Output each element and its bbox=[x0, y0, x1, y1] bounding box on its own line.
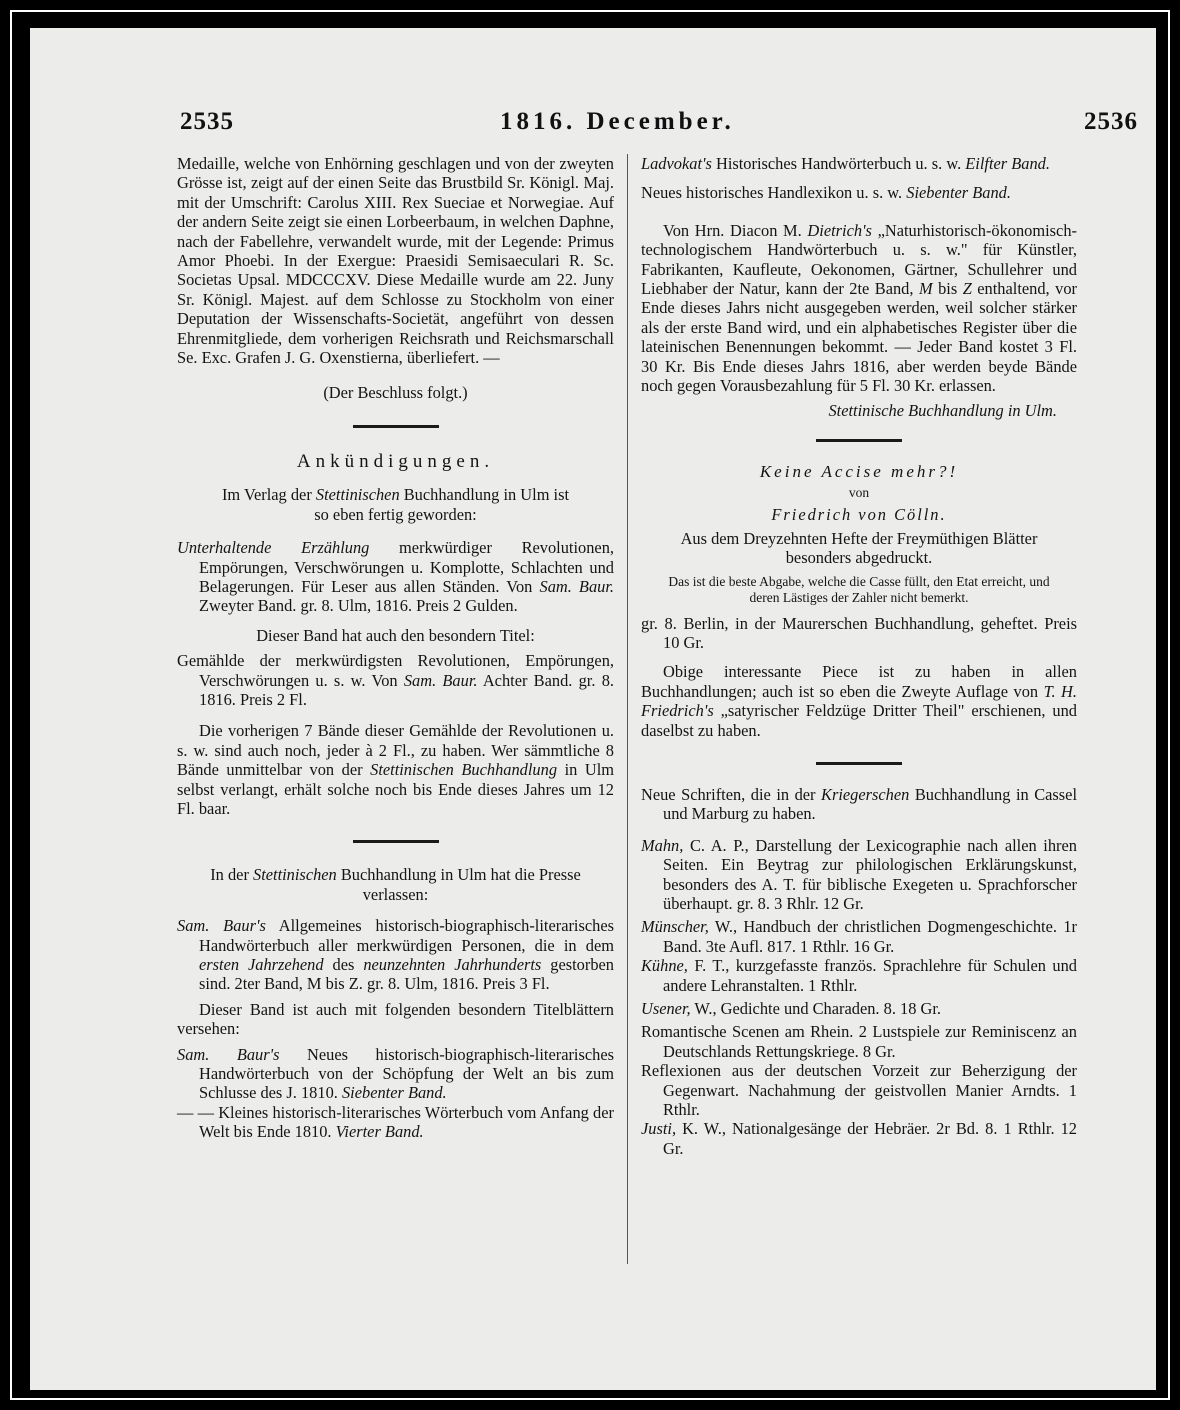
book-entry-ladvokat: Ladvokat's Historisches Handwörterbuch u. s. w. Eilfter Band. bbox=[641, 154, 1050, 173]
list-item: Reflexionen aus der deutschen Vorzeit zur Beherzigung der Gegenwart. Nachahmung der geistvollen Manier Arndts. 1 Rthlr. bbox=[641, 1061, 1077, 1120]
column-divider bbox=[627, 154, 628, 1264]
book-entry-handwoerterbuch: Sam. Baur's Allgemeines historisch-biographisch-literarisches Handwörterbuch aller merkwürdigen Personen, die in dem ersten Jahrzehend des neunzehnten Jahrhunderts gestorben sind. 2ter Band, M bis Z. gr. 8. Ulm, 1816. Preis 3 Fl. bbox=[177, 916, 614, 994]
page-number-right: 2536 bbox=[1084, 108, 1138, 135]
pamphlet-motto: Das ist die beste Abgabe, welche die Casse füllt, den Etat erreicht, und deren Lästiges der Zahler nicht bemerkt. bbox=[668, 573, 1050, 605]
list-item: Justi, K. W., Nationalgesänge der Hebräer. 2r Bd. 8. 1 Rthlr. 12 Gr. bbox=[641, 1119, 1077, 1158]
pamphlet-author: Friedrich von Cölln. bbox=[771, 505, 947, 525]
announcement-intro: Im Verlag der Stettinischen Buchhandlung in Ulm ist so eben fertig geworden: bbox=[221, 485, 570, 524]
pamphlet-publication: gr. 8. Berlin, in der Maurerschen Buchhandlung, geheftet. Preis 10 Gr. bbox=[641, 613, 1077, 652]
right-column bbox=[641, 154, 1077, 1158]
list-item: Mahn, C. A. P., Darstellung der Lexicographie nach allen ihren Seiten. Ein Beytrag zur philologischen Erklärungskunst, besonders des A. T. für biblische Exegeten u. Sprachforscher überhaupt. gr. 8. 3 Rhlr. 12 Gr. bbox=[641, 835, 1077, 913]
left-column bbox=[177, 154, 614, 1142]
list-item: Usener, W., Gedichte und Charaden. 8. 18 Gr. bbox=[641, 999, 941, 1018]
page-number-left: 2535 bbox=[180, 108, 234, 135]
book-entry-neues: Sam. Baur's Neues historisch-biographisch-literarisches Handwörterbuch von der Schöpfung der Welt an bis zum Schlusse des J. 1810. Siebenter Band. bbox=[177, 1044, 614, 1103]
title-note: Dieser Band hat auch den besondern Titel: bbox=[256, 625, 535, 645]
publisher-signature: Stettinische Buchhandlung in Ulm. bbox=[828, 401, 1057, 421]
section-rule bbox=[353, 425, 439, 428]
pamphlet-availability: Obige interessante Piece ist zu haben in allen Buchhandlungen; auch ist so eben die Zweyte Auflage von T. H. Friedrich's „satyrischer Feldzüge Dritter Theil" erschienen, und daselbst zu haben. bbox=[641, 662, 1077, 740]
medal-paragraph: Medaille, welche von Enhörning geschlagen und von der zweyten Grösse ist, zeigt auf der einen Seite das Brustbild Sr. Königl. Maj. mit der Umschrift: Carolus XIII. Rex Sueciae et Norwegiae. Auf der andern Seite zeigt sie einen Lorbeerbaum, in welchen Daphne, nach der Fabellehre, verwandelt wurde, mit der Legende: Primus Amor Phoebi. In der Exergue: Praesidi Semisaeculari R. Sc. Societas Upsal. MDCCCXV. Diese Medaille wurde am 22. Juny Sr. Königl. Majest. auf dem Schlosse zu Stockholm von einer Deputation der Wissenschafts-Societät, angeführt von dessen Ehrenmitgliede, dem vorherigen Reichsrath und Reichsmarschall Se. Exc. Grafen J. G. Oxenstierna, überliefert. — bbox=[177, 154, 614, 368]
continued-note: (Der Beschluss folgt.) bbox=[323, 383, 468, 403]
pamphlet-subtitle: Aus dem Dreyzehnten Hefte der Freymüthigen Blätter besonders abgedruckt. bbox=[680, 528, 1038, 568]
announcements-heading: Ankündigungen. bbox=[296, 450, 495, 472]
page-header bbox=[30, 108, 1156, 148]
newspaper-page bbox=[30, 28, 1156, 1390]
list-item: Kühne, F. T., kurzgefasste französ. Sprachlehre für Schulen und andere Lehranstalten. 1 Rthlr. bbox=[641, 956, 1077, 995]
list-item: Romantische Scenen am Rhein. 2 Lustspiele zur Reminiscenz an Deutschlands Rettungskriege. 8 Gr. bbox=[641, 1022, 1077, 1061]
book-entry-kleines: — — Kleines historisch-literarisches Wörterbuch vom Anfang der Welt bis Ende 1810. Vierter Band. bbox=[177, 1102, 614, 1142]
book-entry-handlexikon: Neues historisches Handlexikon u. s. w. Siebenter Band. bbox=[641, 183, 1011, 203]
issue-date: 1816. December. bbox=[500, 108, 735, 135]
titles-note: Dieser Band ist auch mit folgenden besondern Titelblättern versehen: bbox=[177, 999, 614, 1039]
dietrich-paragraph: Von Hrn. Diacon M. Dietrich's „Naturhistorisch-ökonomisch-technologischem Handwörterbuch u. s. w." für Künstler, Fabrikanten, Kaufleute, Oekonomen, Gärtner, Schullehrer und Liebhaber der Natur, kann der 2te Band, M bis Z enthaltend, vor Ende dieses Jahrs nicht ausgegeben werden, weil solcher stärker als der erste Band wird, und ein alphabetisches Register über die lateinischen Benennungen bekommt. — Jeder Band kostet 3 Fl. 30 Kr. Bis Ende dieses Jahrs 1816, aber werden beyde Bände noch gegen Vorausbezahlung für 5 Fl. 30 Kr. erlassen. bbox=[641, 220, 1077, 396]
pamphlet-title: Keine Accise mehr?! bbox=[759, 461, 959, 481]
section-rule bbox=[816, 762, 902, 765]
book-entry-gemaehlde: Gemählde der merkwürdigsten Revolutionen, Empörungen, Verschwörungen u. s. w. Von Sam. Baur. Achter Band. gr. 8. 1816. Preis 2 Fl. bbox=[177, 651, 614, 709]
series-paragraph: Die vorherigen 7 Bände dieser Gemählde der Revolutionen u. s. w. sind auch noch, jeder à 2 Fl., zu haben. Wer sämmtliche 8 Bände unmittelbar von der Stettinischen Buchhandlung in Ulm selbst verlangt, erhält solche noch bis Ende dieses Jahres um 12 Fl. baar. bbox=[177, 721, 615, 818]
list-item: Münscher, W., Handbuch der christlichen Dogmengeschichte. 1r Band. 3te Aufl. 817. 1 Rthlr. 16 Gr. bbox=[641, 917, 1077, 956]
press-intro: In der Stettinischen Buchhandlung in Ulm hat die Presse verlassen: bbox=[210, 865, 581, 904]
pamphlet-by: von bbox=[848, 485, 870, 501]
new-writings-intro: Neue Schriften, die in der Kriegerschen Buchhandlung in Cassel und Marburg zu haben. bbox=[641, 784, 1077, 824]
section-rule bbox=[353, 840, 439, 843]
section-rule bbox=[816, 439, 902, 442]
book-entry-erzaehlung: Unterhaltende Erzählung merkwürdiger Revolutionen, Empörungen, Verschwörungen u. Komplotte, Schlachten und Belagerungen. Für Leser aus allen Ständen. Von Sam. Baur. Zweyter Band. gr. 8. Ulm, 1816. Preis 2 Gulden. bbox=[177, 538, 614, 616]
